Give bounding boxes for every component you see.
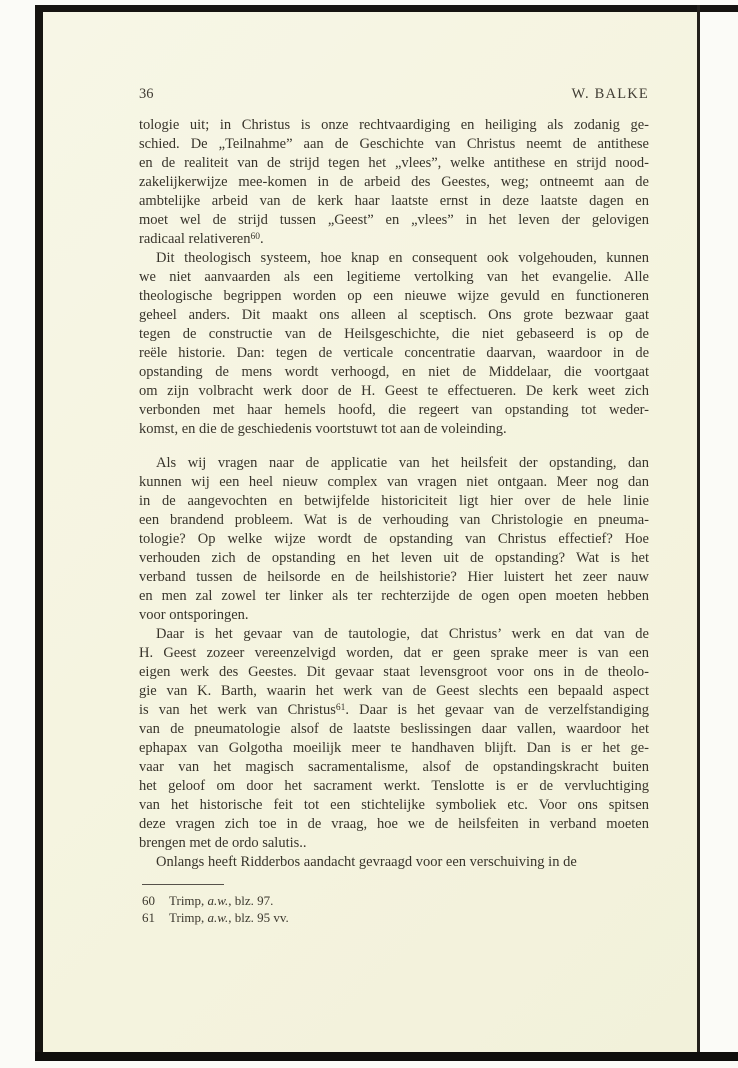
footnote-text [169, 893, 273, 908]
footnote-post: , blz. 95 vv. [228, 910, 289, 925]
text-line: vaar van het magisch sacramentalisme, alsof de opstandingskracht buiten [139, 759, 649, 775]
page-number: 36 [139, 86, 154, 102]
footnote-marker: 61 [335, 703, 346, 713]
text-line: geheel anders. Dit maakt ons alleen al sceptisch. Ons grote bezwaar gaat [139, 307, 649, 323]
text-line: het geloof om door het sacrament werkt. Tenslotte is er de vervluchtiging [139, 778, 649, 794]
text-line: een brandend probleem. Wat is de verhouding van Christologie en pneuma- [139, 512, 649, 528]
paragraph [139, 853, 649, 872]
text-line: opstanding de mens wordt verhoogd, en niet de Middelaar, die voortgaat [139, 364, 649, 380]
text-line: is van het werk van Christus$^{61}$. Daar is het gevaar van de verzelfstandiging [139, 702, 649, 718]
text-line: kunnen wij een heel nieuw complex van vragen niet ontgaan. Meer nog dan [139, 474, 649, 490]
footnote-pre: Trimp, [169, 910, 208, 925]
text-line: en de realiteit van de strijd tegen het „vlees”, welke antithese en strijd nood- [139, 155, 649, 171]
text-line: om zijn volbracht werk door de H. Geest te effectueren. De kerk weet zich [139, 383, 649, 399]
text-line: zakelijkerwijze mee-komen in de arbeid des Geestes, weg; ontneemt aan de [139, 174, 649, 190]
text-line: van de pneumatologie alsof de laatste beslissingen daar vallen, waardoor het [139, 721, 649, 737]
text-line: verbonden met haar hemels hoofd, die regeert van opstanding tot weder- [139, 402, 649, 418]
book-page [43, 12, 697, 1052]
running-head-author: W. BALKE [571, 86, 649, 102]
footnote-post: , blz. 97. [228, 893, 274, 908]
text-line: tegen de constructie van de Heilsgeschichte, die niet gebaseerd is op de [139, 326, 649, 342]
paragraph [139, 249, 649, 439]
text-line: gie van K. Barth, waarin het werk van de Geest slechts een bepaald aspect [139, 683, 649, 699]
text-line: eigen werk des Geestes. Dit gevaar staat levensgroot voor ons in de theolo- [139, 664, 649, 680]
body-text [139, 116, 649, 872]
text-line: schied. De „Teilnahme” aan de Geschichte van Christus neemt de antithese [139, 136, 649, 152]
scan-border-top [35, 5, 738, 12]
footnotes [142, 884, 652, 926]
text-line: theologische begrippen worden op een nieuwe wijze gevuld en functioneren [139, 288, 649, 304]
footnote-work-title: a.w. [207, 910, 229, 925]
text-line: moet wel de strijd tussen „Geest” en „vlees” in het leven der gelovigen [139, 212, 649, 228]
footnote-number: 61 [142, 910, 155, 925]
text-line: voor ontsporingen. [139, 607, 249, 623]
footnote-pre: Trimp, [169, 893, 208, 908]
text-line: Daar is het gevaar van de tautologie, dat Christus’ werk en dat van de [156, 626, 649, 642]
text-line: tologie? Op welke wijze wordt de opstanding van Christus effectief? Hoe [139, 531, 649, 547]
text-line: van het historische feit tot een stichtelijke symboliek etc. Voor ons spitsen [139, 797, 649, 813]
text-line: deze vragen zich toe in de vraag, hoe we de heilsfeiten in verband moeten [139, 816, 649, 832]
text-line: Onlangs heeft Ridderbos aandacht gevraagd voor een verschuiving in de [156, 854, 577, 870]
text-line: komst, en die de geschiedenis voortstuwt tot aan de voleinding. [139, 421, 507, 437]
paragraph [139, 625, 649, 853]
footnote-marker: 60 [250, 232, 260, 242]
text-line: tologie uit; in Christus is onze rechtvaardiging en heiliging als zodanig ge- [139, 117, 649, 133]
footnote-text [169, 910, 289, 925]
text-line: en men zal zowel ter linker als ter rechterzijde de ogen open moeten hebben [139, 588, 649, 604]
text-line: in de aangevochten en betwijfelde historiciteit ligt hier over de hele linie [139, 493, 649, 509]
footnote-number: 60 [142, 893, 155, 908]
running-head [139, 86, 649, 103]
footnote [142, 909, 652, 926]
scan-border-left [35, 5, 43, 1055]
paragraph [139, 116, 649, 249]
text-line: H. Geest zozeer vereenzelvigd worden, dat er geen sprake meer is van een [139, 645, 649, 661]
text-line: ambtelijke arbeid van de kerk haar laatste ernst in deze laatste dagen en [139, 193, 649, 209]
text-line: brengen met de ordo salutis.. [139, 835, 307, 851]
text-line: reële historie. Dan: tegen de verticale concentratie daarvan, waardoor in de [139, 345, 649, 361]
text-line: Als wij vragen naar de applicatie van het heilsfeit der opstanding, dan [156, 455, 649, 471]
text-line: verhouden zich de opstanding en het leven uit de opstanding? Wat is het [139, 550, 649, 566]
text-line: radicaal relativeren$^{60}$. [139, 231, 264, 247]
scan-border-bottom [35, 1052, 738, 1061]
footnote-rule [142, 884, 224, 885]
text-line: ephapax van Golgotha moeilijk meer te handhaven blijft. Dan is er het ge- [139, 740, 649, 756]
text-line: verband tussen de heilsorde en de heilshistorie? Hier luistert het zeer nauw [139, 569, 649, 585]
text-line: we niet aanvaarden als een legitieme vertolking van het evangelie. Alle [139, 269, 649, 285]
scan-border-right [697, 5, 700, 1052]
footnote-work-title: a.w. [207, 893, 229, 908]
footnote [142, 892, 652, 909]
paragraph [139, 454, 649, 625]
text-line: Dit theologisch systeem, hoe knap en consequent ook volgehouden, kunnen [156, 250, 649, 266]
